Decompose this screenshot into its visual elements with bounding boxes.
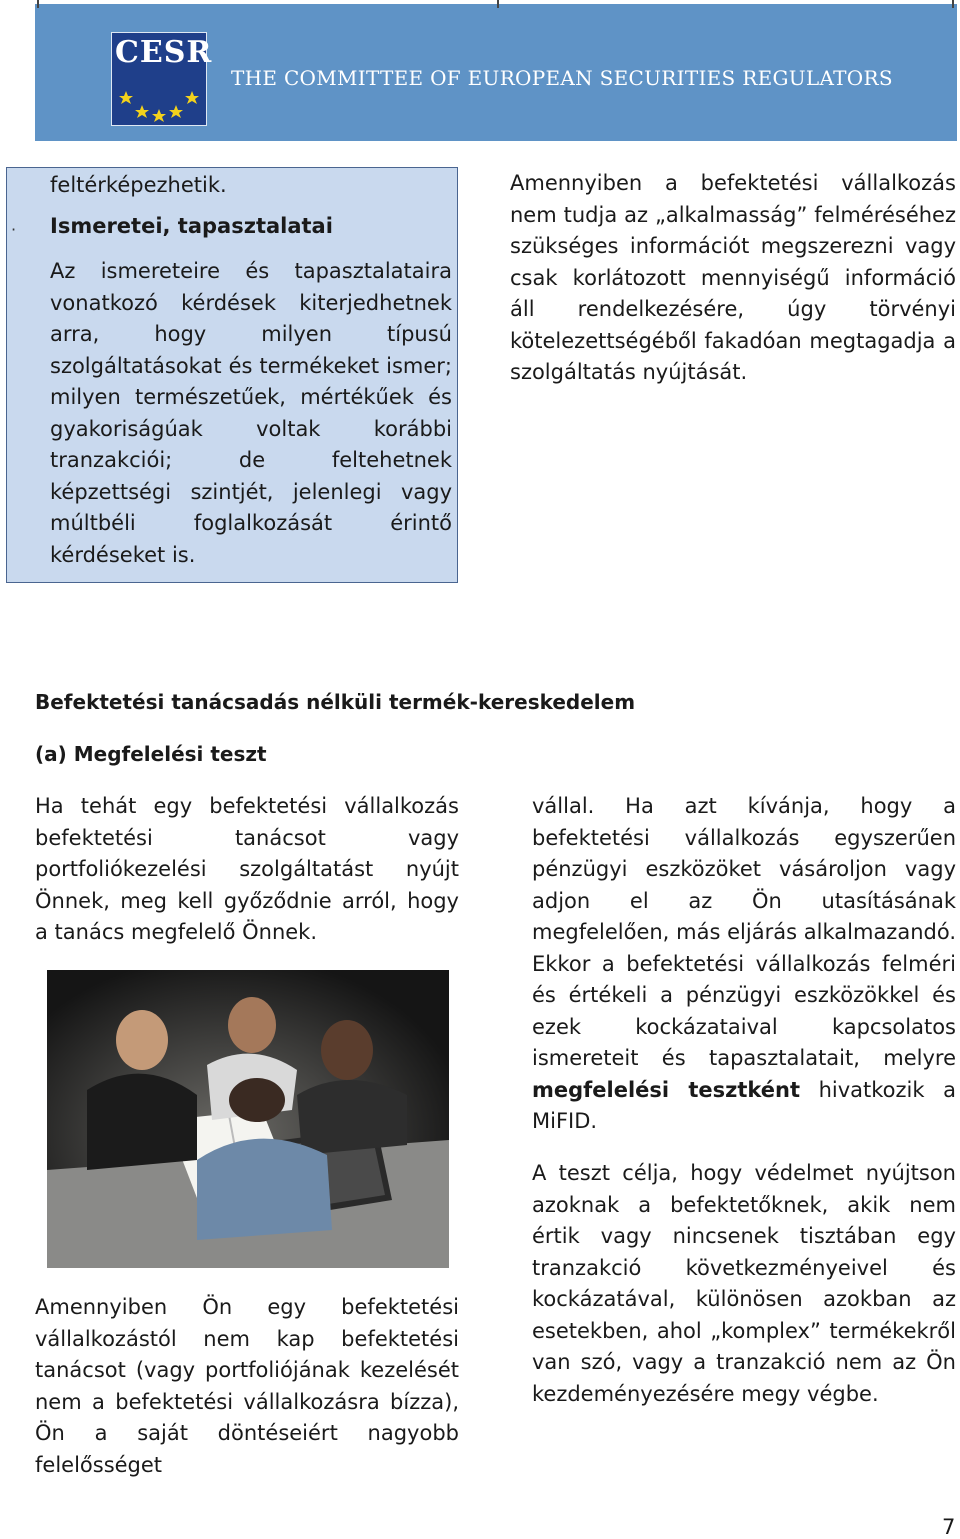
left-paragraph-1: Ha tehát egy befektetési vállalkozás befektetési tanácsot vagy portfoliókezelési szolgáltatást nyújt Önnek, meg kell győződnie arról, hogy a tanács megfelelő Önnek. [35, 794, 459, 944]
section-heading: Befektetési tanácsadás nélküli termék-kereskedelem [35, 690, 636, 714]
crop-mark [37, 0, 39, 8]
cesr-logo [111, 32, 213, 126]
right-paragraph-1-tail: hivatkozik a MiFID. [532, 1077, 956, 1133]
right-paragraph-1-text: vállal. Ha azt kívánja, hogy a befektetési vállalkozás egyszerűen pénzügyi eszközöket vásároljon vagy adjon el az Ön utasításának megfelelően, más eljárás alkalmazandó. Ekkor a befektetési vállalkozás felméri és értékeli a pénzügyi eszközökkel és ezek kockázataival kapcsolatos ismereteit és tapasztalatait, melyre [532, 794, 956, 1070]
photo-illustration [47, 970, 449, 1268]
right-paragraph-1 [532, 791, 956, 1138]
banner-title: THE COMMITTEE OF EUROPEAN SECURITIES REGULATORS [231, 66, 893, 90]
crop-mark [497, 0, 499, 8]
box-subheading: Ismeretei, tapasztalatai [50, 214, 333, 238]
page-number: 7 [942, 1515, 956, 1539]
right-top-paragraph: Amennyiben a befektetési vállalkozás nem tudja az „alkalmasság” felméréséhez szükséges információt megszerezni vagy csak korlátozott mennyiségű információ áll rendelkezésére, úgy törvényi kötelezettségéből fakadóan megtagadja a szolgáltatás nyújtását. [510, 171, 956, 384]
box-continuation: feltérképezhetik. [50, 173, 227, 197]
right-paragraph-2: A teszt célja, hogy védelmet nyújtson azoknak a befektetőknek, akik nem értik vagy nincsenek tisztában egy tranzakció következményeivel és kockázatával, különösen azokban az esetekben, ahol „komplex” termékekről van szó, vagy a tranzakció nem az Ön kezdeményezésére megy végbe. [532, 1161, 956, 1406]
box-paragraph: Az ismereteire és tapasztalataira vonatkozó kérdések kiterjedhetnek arra, hogy milyen típusú szolgáltatásokat és termékeket ismer; milyen természetűek, mértékűek és gyakoriságúak voltak korábbi tranzakciói; de feltehetnek képzettségi szintjét, jelenlegi vagy múltbéli foglalkozását érintő kérdéseket is. [50, 259, 452, 567]
right-paragraph-1-bold: megfelelési tesztként [532, 1077, 801, 1102]
section-subheading: (a) Megfelelési teszt [35, 742, 267, 766]
header-banner [35, 4, 957, 141]
left-paragraph-2: Amennyiben Ön egy befektetési vállalkozástól nem kap befektetési tanácsot (vagy portfoliójának kezelését nem a befektetési vállalkozásra bízza), Ön a saját döntéseiért nagyobb felelősséget [35, 1295, 459, 1477]
eu-stars-icon [112, 71, 206, 125]
logo-text: CESR [115, 35, 213, 70]
bullet-mark: · [11, 220, 17, 239]
crop-mark [952, 0, 954, 8]
meeting-photo [47, 970, 449, 1268]
